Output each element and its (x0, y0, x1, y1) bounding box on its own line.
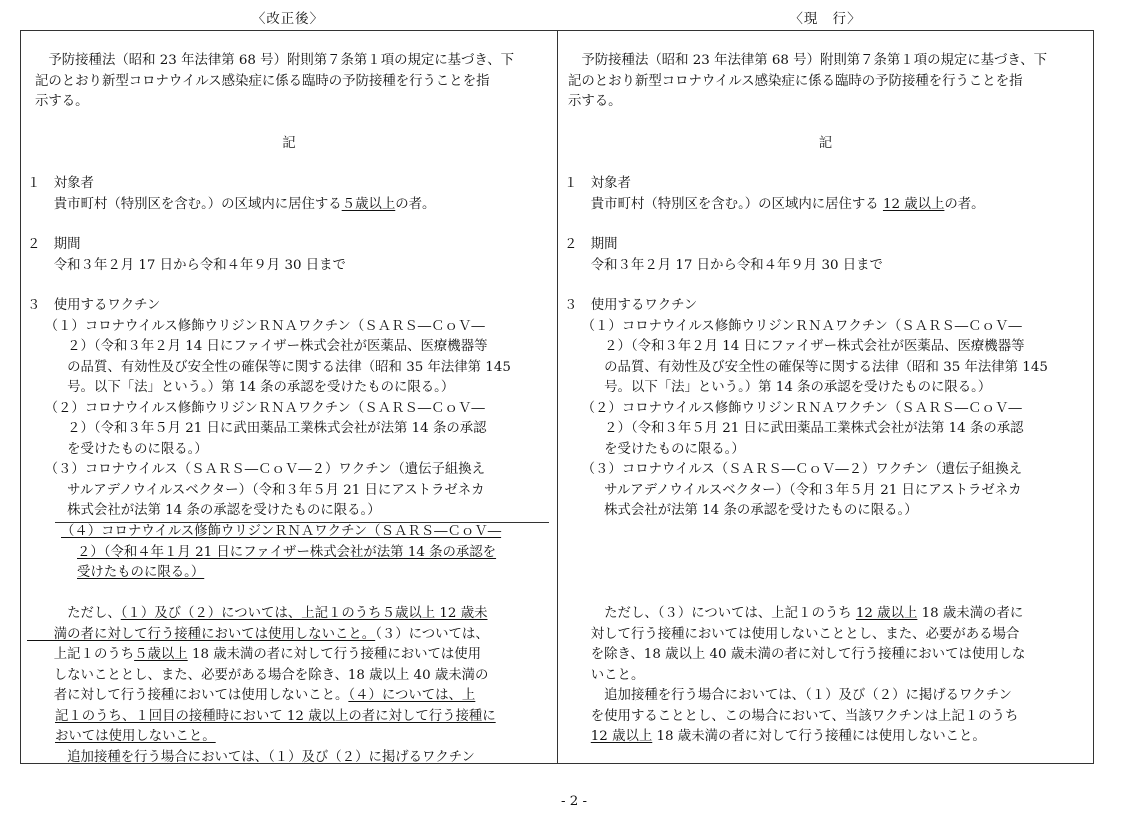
text-line: 令和３年２月 17 日から令和４年９月 30 日まで (27, 257, 346, 273)
section-title: ３ 使用するワクチン (564, 298, 698, 313)
current-column (558, 31, 1093, 763)
text-line: ただし、（３）については、上記１のうち 12 歳以上 18 歳未満の者に (564, 606, 1024, 621)
underlined-change: おいては使用しないこと。 (55, 729, 216, 744)
text-line: 追加接種を行う場合においては、（１）及び（２）に掲げるワクチン (564, 688, 1012, 703)
list-item: の品質、有効性及び安全性の確保等に関する法律（昭和 35 年法律第 145 (564, 359, 1048, 375)
list-item: （３）コロナウイルス（ＳＡＲＳ―ＣｏＶ―２）ワクチン（遺伝子組換え (564, 462, 1023, 477)
section-period (21, 235, 557, 276)
new-vaccine-item-4 (21, 522, 557, 584)
section-title: ２ 期間 (564, 237, 618, 252)
text-line: 満の者に対して行う接種においては使用しないこと。（３）については、 (27, 626, 489, 642)
comparison-table (20, 30, 1094, 764)
list-item: 受けたものに限る。） (77, 565, 205, 580)
list-item: 号。以下「法」という。）第 14 条の承認を受けたものに限る。） (27, 380, 455, 395)
list-item: （２）コロナウイルス修飾ウリジンＲＮＡワクチン（ＳＡＲＳ―ＣｏＶ― (564, 400, 1022, 416)
text-line: しないこととし、また、必要がある場合を除き、18 歳以上 40 歳未満の (27, 667, 489, 683)
list-item: （１）コロナウイルス修飾ウリジンＲＮＡワクチン（ＳＡＲＳ―ＣｏＶ― (564, 318, 1022, 334)
proviso-paragraph (558, 604, 1093, 748)
list-item: （４）コロナウイルス修飾ウリジンＲＮＡワクチン（ＳＡＲＳ―ＣｏＶ― (61, 524, 502, 539)
list-item: （３）コロナウイルス（ＳＡＲＳ―ＣｏＶ―２）ワクチン（遺伝子組換え (27, 462, 486, 477)
list-item: ２）（令和４年１月 21 日にファイザー株式会社が法第 14 条の承認を (77, 544, 497, 560)
underlined-change: （４）については、上 (348, 688, 476, 703)
underlined-change: （１）及び（２）については、上記１のうち５歳以上 12 歳未 (120, 606, 488, 621)
ki-heading: 記 (282, 136, 296, 151)
text-line: 示する。 (35, 94, 89, 109)
page-number: - 2 - (560, 794, 588, 809)
text-line: 貴市町村（特別区を含む。）の区域内に居住する５歳以上の者。 (27, 196, 436, 212)
text-line: 12 歳以上 18 歳未満の者に対して行う接種には使用しないこと。 (590, 729, 986, 744)
list-item: ２）（令和３年２月 14 日にファイザー株式会社が医薬品、医療機器等 (27, 339, 488, 354)
list-item: （１）コロナウイルス修飾ウリジンＲＮＡワクチン（ＳＡＲＳ―ＣｏＶ― (27, 318, 485, 334)
section-vaccines (558, 296, 1093, 522)
section-title: １ 対象者 (27, 176, 94, 191)
list-item: を受けたものに限る。） (27, 441, 208, 457)
underlined-change: ５歳以上 (134, 647, 188, 662)
section-period (558, 235, 1093, 276)
text-line (27, 727, 557, 748)
column-title-revised: 〈改正後〉 (252, 12, 324, 27)
text-line: 者に対して行う接種においては使用しないこと。（４）については、上 (27, 688, 476, 703)
list-item: 株式会社が法第 14 条の承認を受けたものに限る。） (27, 503, 381, 518)
text-line (27, 707, 557, 728)
text-line: ただし、（１）及び（２）については、上記１のうち５歳以上 12 歳未 (27, 606, 488, 621)
text-line: 予防接種法（昭和 23 年法律第 68 号）附則第７条第１項の規定に基づき、下 (35, 53, 515, 68)
proviso-paragraph (21, 604, 557, 763)
text-line: 令和３年２月 17 日から令和４年９月 30 日まで (564, 257, 883, 273)
list-item: 株式会社が法第 14 条の承認を受けたものに限る。） (564, 503, 918, 518)
list-item: サルアデノウイルスベクター）（令和３年５月 21 日にアストラゼネカ (564, 482, 1022, 498)
section-target (21, 174, 557, 215)
text-line: 記のとおり新型コロナウイルス感染症に係る臨時の予防接種を行うことを指 (35, 73, 490, 89)
underlined-change: 12 歳以上 (590, 729, 653, 744)
list-item: サルアデノウイルスベクター）（令和３年５月 21 日にアストラゼネカ (27, 482, 485, 498)
text-line: 予防接種法（昭和 23 年法律第 68 号）附則第７条第１項の規定に基づき、下 (568, 53, 1048, 68)
revised-column (21, 31, 557, 763)
underlined-change: ５歳以上 (341, 196, 396, 212)
text-line: 貴市町村（特別区を含む。）の区域内に居住する 12 歳以上の者。 (564, 196, 985, 212)
intro-paragraph (21, 51, 557, 113)
section-title: ３ 使用するワクチン (27, 298, 161, 313)
text-line: を除き、18 歳以上 40 歳未満の者に対して行う接種においては使用しな (564, 647, 1026, 662)
text-line: 対して行う接種においては使用しないこととし、また、必要がある場合 (564, 626, 1020, 642)
intro-paragraph (558, 51, 1093, 113)
section-vaccines (21, 296, 557, 522)
section-title: ２ 期間 (27, 237, 81, 252)
list-item: ２）（令和３年２月 14 日にファイザー株式会社が医薬品、医療機器等 (564, 339, 1025, 354)
text-line: を使用することとし、この場合において、当該ワクチンは上記１のうち (564, 708, 1019, 724)
text-line: いこと。 (564, 667, 645, 683)
list-item: を受けたものに限る。） (564, 441, 745, 457)
underlined-change: 12 歳以上 (855, 606, 918, 621)
list-item: 号。以下「法」という。）第 14 条の承認を受けたものに限る。） (564, 380, 992, 395)
list-item: ２）（令和３年５月 21 日に武田薬品工業株式会社が法第 14 条の承認 (564, 421, 1024, 436)
underlined-change: 満の者に対して行う接種においては使用しないこと。 (27, 626, 376, 642)
underlined-change: 12 歳以上 (882, 196, 945, 212)
text-line: 記のとおり新型コロナウイルス感染症に係る臨時の予防接種を行うことを指 (568, 73, 1023, 89)
section-target (558, 174, 1093, 215)
section-title: １ 対象者 (564, 176, 631, 191)
text-line: 追加接種を行う場合においては、（１）及び（２）に掲げるワクチン (27, 749, 475, 763)
text-line: 上記１のうち５歳以上 18 歳未満の者に対して行う接種においては使用 (27, 647, 482, 662)
list-item: ２）（令和３年５月 21 日に武田薬品工業株式会社が法第 14 条の承認 (27, 421, 487, 436)
ki-heading: 記 (818, 136, 833, 151)
text-line: 示する。 (568, 94, 622, 109)
underlined-change: 記１のうち、１回目の接種時において 12 歳以上の者に対して行う接種に (55, 708, 496, 724)
list-item: の品質、有効性及び安全性の確保等に関する法律（昭和 35 年法律第 145 (27, 359, 511, 375)
list-item: （２）コロナウイルス修飾ウリジンＲＮＡワクチン（ＳＡＲＳ―ＣｏＶ― (27, 400, 485, 416)
column-title-current: 〈現 行〉 (789, 12, 862, 27)
